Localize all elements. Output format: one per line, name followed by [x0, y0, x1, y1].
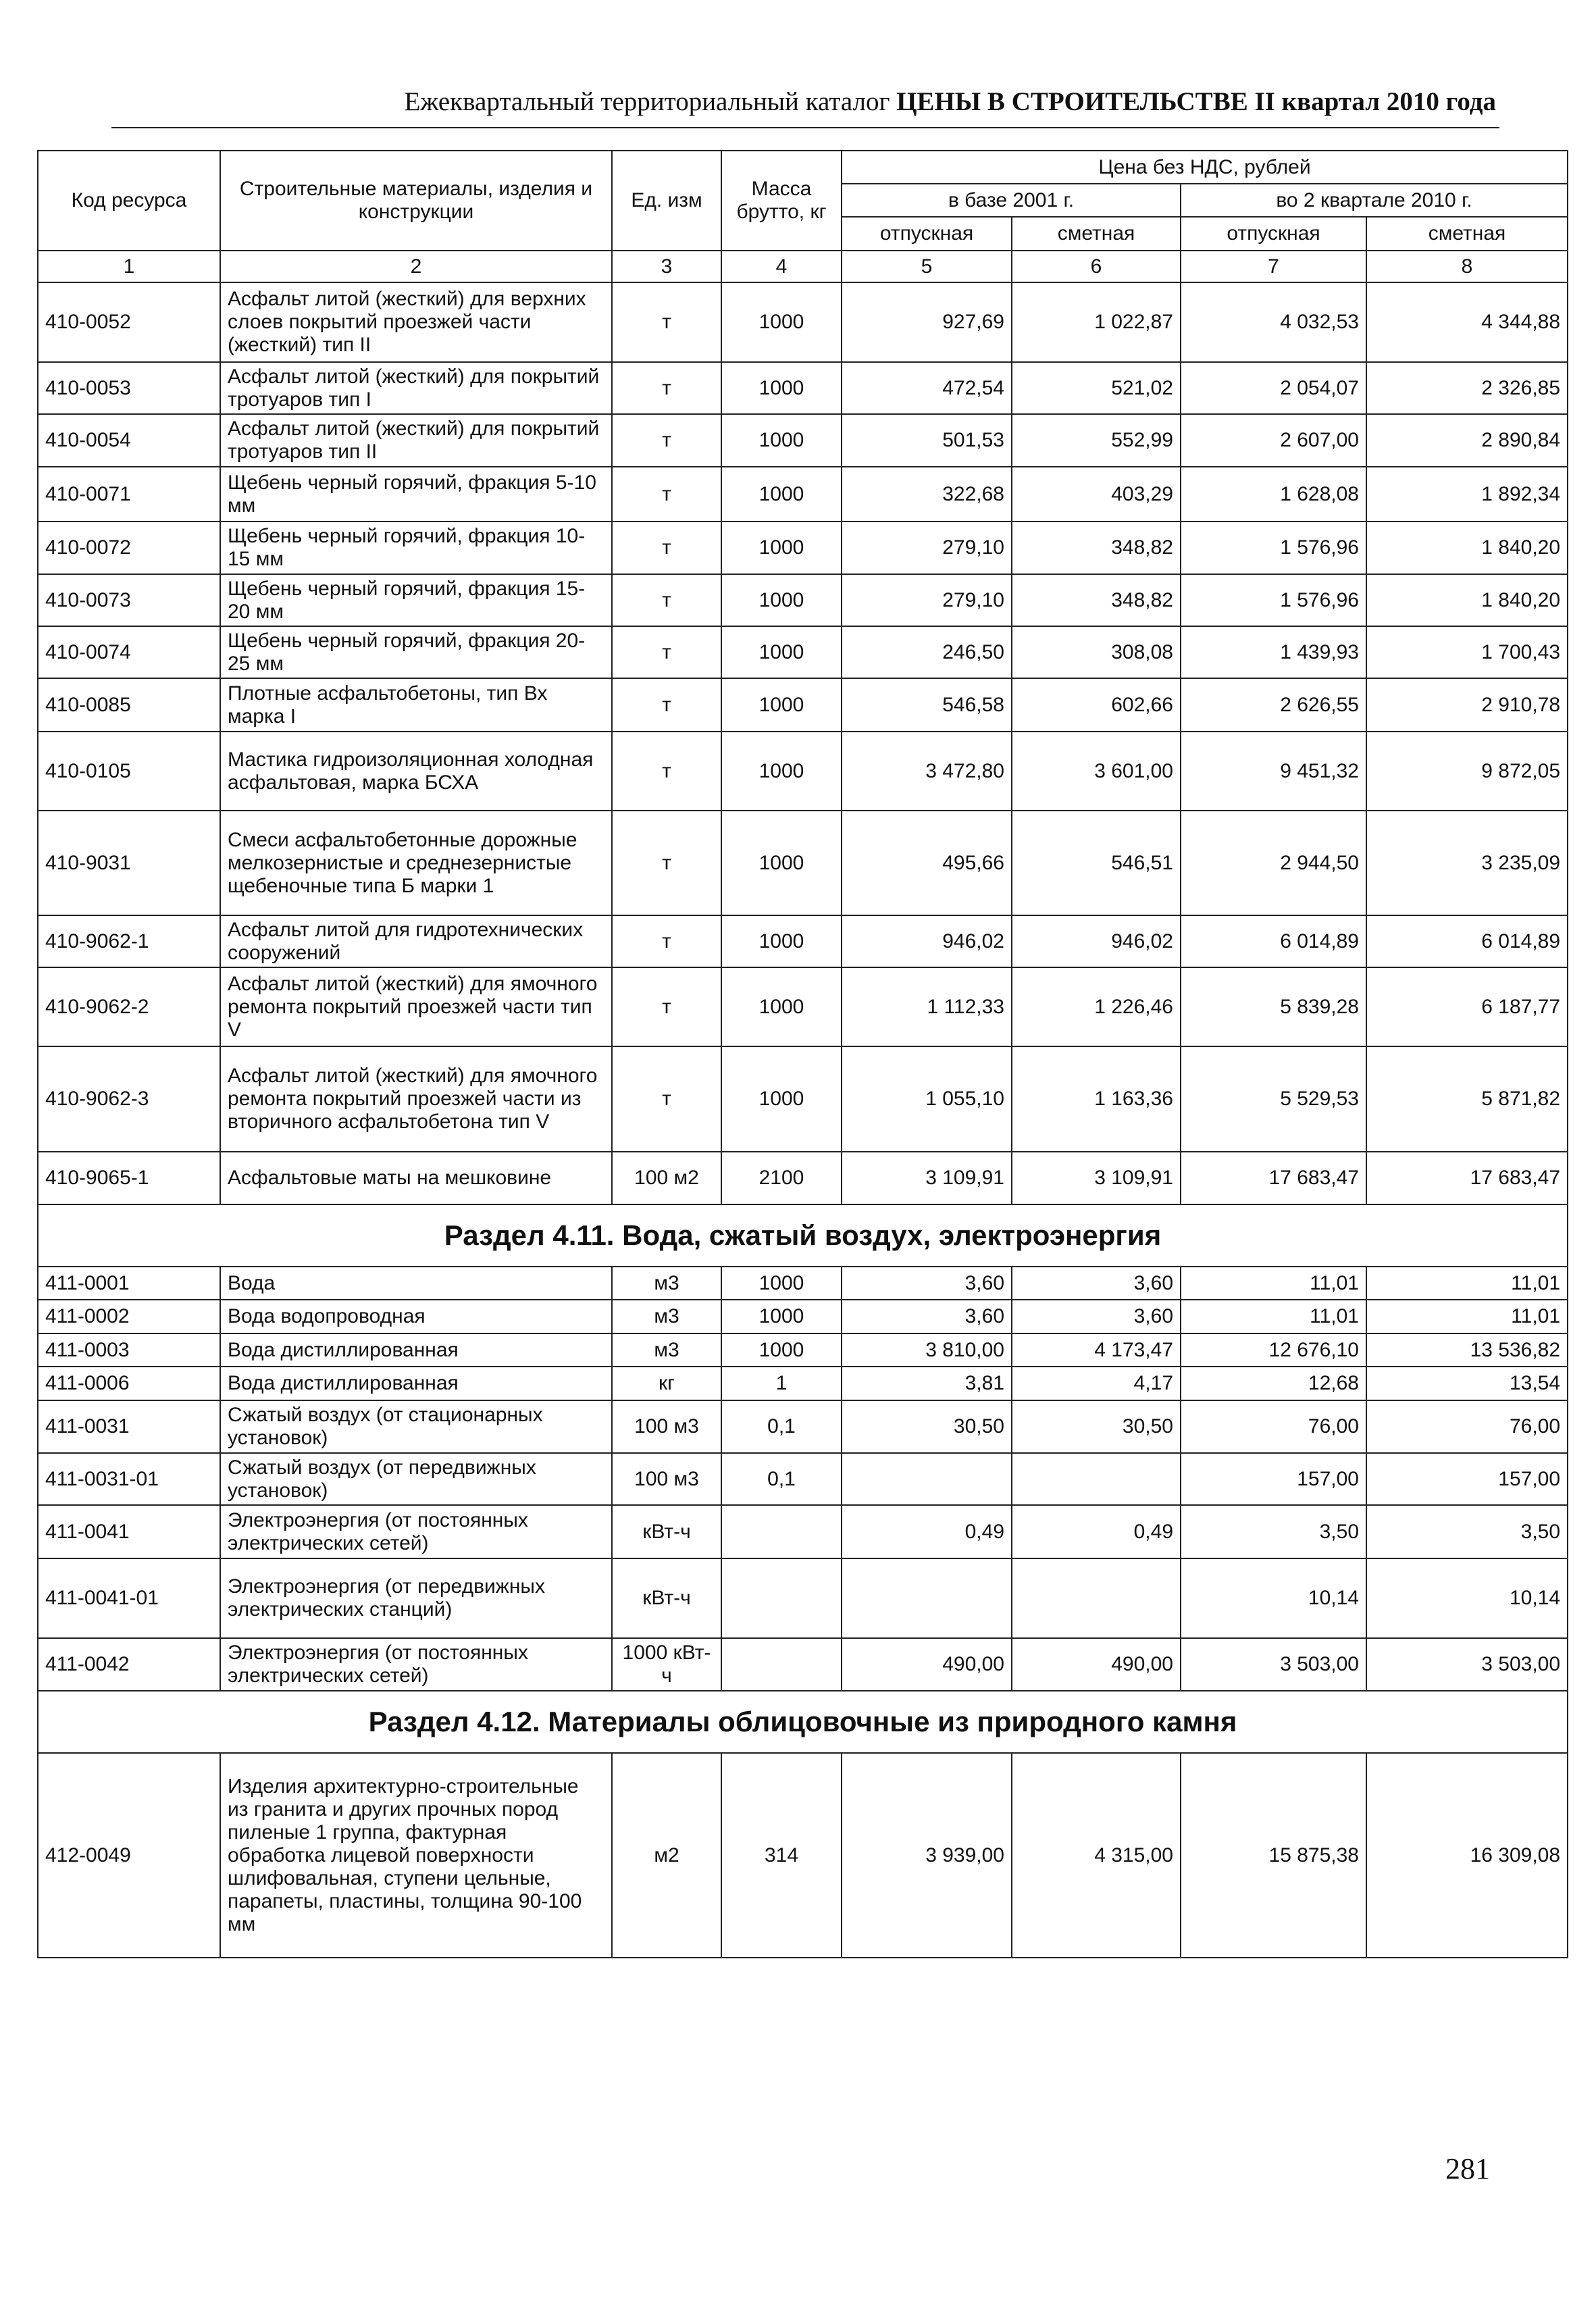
- mass-cell: 1000: [721, 362, 842, 414]
- resource-code: 411-0041-01: [38, 1558, 220, 1638]
- release-price-base: 3 939,00: [842, 1753, 1012, 1958]
- release-price-current: 3 503,00: [1181, 1638, 1366, 1691]
- estimate-price-current: 6 187,77: [1366, 967, 1568, 1046]
- unit-cell: м2: [612, 1753, 721, 1958]
- header-estimate-price-current: сметная: [1366, 217, 1568, 251]
- material-name: Асфальтовые маты на мешковине: [220, 1152, 612, 1204]
- estimate-price-current: 6 014,89: [1366, 915, 1568, 967]
- resource-code: 410-0085: [38, 678, 220, 732]
- resource-code: 410-9062-1: [38, 915, 220, 967]
- estimate-price-base: 4,17: [1012, 1367, 1181, 1400]
- release-price-current: 10,14: [1181, 1558, 1366, 1638]
- table-row: [38, 811, 1568, 915]
- unit-cell: м3: [612, 1300, 721, 1333]
- mass-cell: 1000: [721, 626, 842, 678]
- column-index-cell: 1: [38, 251, 220, 282]
- catalog-title: ЦЕНЫ В СТРОИТЕЛЬСТВЕ: [896, 87, 1248, 116]
- section-title: Раздел 4.12. Материалы облицовочные из природного камня: [38, 1691, 1568, 1753]
- resource-code: 410-0073: [38, 574, 220, 626]
- header-estimate-price-base: сметная: [1012, 217, 1181, 251]
- resource-code: 410-0074: [38, 626, 220, 678]
- section-header-4-11: [38, 1204, 1568, 1267]
- estimate-price-current: 11,01: [1366, 1300, 1568, 1333]
- estimate-price-current: 1 840,20: [1366, 574, 1568, 626]
- catalog-period: II квартал 2010 года: [1254, 87, 1496, 116]
- estimate-price-current: 1 700,43: [1366, 626, 1568, 678]
- release-price-current: 1 576,96: [1181, 521, 1366, 574]
- material-name: Электроэнергия (от передвижных электрических станций): [220, 1558, 612, 1638]
- material-name: Вода: [220, 1267, 612, 1300]
- estimate-price-current: 1 892,34: [1366, 467, 1568, 521]
- unit-cell: т: [612, 414, 721, 467]
- release-price-base: [842, 1558, 1012, 1638]
- material-name: Электроэнергия (от постоянных электрических сетей): [220, 1505, 612, 1558]
- section-title: Раздел 4.11. Вода, сжатый воздух, электроэнергия: [38, 1204, 1568, 1267]
- estimate-price-current: 17 683,47: [1366, 1152, 1568, 1204]
- estimate-price-base: 30,50: [1012, 1400, 1181, 1453]
- release-price-current: 5 529,53: [1181, 1046, 1366, 1152]
- release-price-base: 495,66: [842, 811, 1012, 915]
- resource-code: 410-9031: [38, 811, 220, 915]
- mass-cell: 1000: [721, 414, 842, 467]
- resource-code: 410-0053: [38, 362, 220, 414]
- unit-cell: т: [612, 521, 721, 574]
- mass-cell: 1000: [721, 915, 842, 967]
- resource-code: 410-0105: [38, 732, 220, 811]
- estimate-price-current: 76,00: [1366, 1400, 1568, 1453]
- release-price-current: 9 451,32: [1181, 732, 1366, 811]
- table-row: [38, 915, 1568, 967]
- table-row: [38, 1333, 1568, 1367]
- column-index-cell: 7: [1181, 251, 1366, 282]
- resource-code: 410-0071: [38, 467, 220, 521]
- resource-code: 411-0003: [38, 1333, 220, 1367]
- release-price-current: 12,68: [1181, 1367, 1366, 1400]
- release-price-base: 279,10: [842, 574, 1012, 626]
- table-row: [38, 1152, 1568, 1204]
- header-code: Код ресурса: [38, 151, 220, 251]
- release-price-base: 279,10: [842, 521, 1012, 574]
- column-index-cell: 6: [1012, 251, 1181, 282]
- release-price-base: 927,69: [842, 282, 1012, 362]
- resource-code: 412-0049: [38, 1753, 220, 1958]
- column-index-cell: 2: [220, 251, 612, 282]
- resource-code: 411-0031: [38, 1400, 220, 1453]
- table-body: [38, 251, 1568, 1958]
- estimate-price-current: 3,50: [1366, 1505, 1568, 1558]
- release-price-current: 3,50: [1181, 1505, 1366, 1558]
- table-row: [38, 967, 1568, 1046]
- release-price-current: 2 944,50: [1181, 811, 1366, 915]
- release-price-current: 1 439,93: [1181, 626, 1366, 678]
- table-row: [38, 678, 1568, 732]
- material-name: Асфальт литой для гидротехнических сооружений: [220, 915, 612, 967]
- release-price-base: 3 109,91: [842, 1152, 1012, 1204]
- table-row: [38, 521, 1568, 574]
- estimate-price-current: 2 326,85: [1366, 362, 1568, 414]
- release-price-base: 946,02: [842, 915, 1012, 967]
- release-price-base: 3 472,80: [842, 732, 1012, 811]
- resource-code: 410-0072: [38, 521, 220, 574]
- unit-cell: т: [612, 732, 721, 811]
- mass-cell: 1000: [721, 1267, 842, 1300]
- unit-cell: т: [612, 467, 721, 521]
- release-price-current: 12 676,10: [1181, 1333, 1366, 1367]
- material-name: Асфальт литой (жесткий) для покрытий тротуаров тип II: [220, 414, 612, 467]
- mass-cell: 0,1: [721, 1400, 842, 1453]
- unit-cell: т: [612, 574, 721, 626]
- resource-code: 411-0042: [38, 1638, 220, 1691]
- price-table: [37, 150, 1568, 1958]
- unit-cell: 1000 кВт-ч: [612, 1638, 721, 1691]
- resource-code: 410-9062-2: [38, 967, 220, 1046]
- release-price-current: 17 683,47: [1181, 1152, 1366, 1204]
- mass-cell: 314: [721, 1753, 842, 1958]
- release-price-current: 15 875,38: [1181, 1753, 1366, 1958]
- estimate-price-current: 3 235,09: [1366, 811, 1568, 915]
- mass-cell: 1000: [721, 1046, 842, 1152]
- estimate-price-current: 13,54: [1366, 1367, 1568, 1400]
- release-price-current: 4 032,53: [1181, 282, 1366, 362]
- header-q2-2010: во 2 квартале 2010 г.: [1181, 184, 1568, 217]
- estimate-price-base: 308,08: [1012, 626, 1181, 678]
- estimate-price-current: 2 910,78: [1366, 678, 1568, 732]
- estimate-price-base: 3 601,00: [1012, 732, 1181, 811]
- catalog-name: Ежеквартальный территориальный каталог: [404, 87, 890, 116]
- estimate-price-base: 3 109,91: [1012, 1152, 1181, 1204]
- estimate-price-base: 521,02: [1012, 362, 1181, 414]
- material-name: Щебень черный горячий, фракция 10-15 мм: [220, 521, 612, 574]
- estimate-price-base: [1012, 1453, 1181, 1505]
- estimate-price-base: 3,60: [1012, 1267, 1181, 1300]
- release-price-current: 6 014,89: [1181, 915, 1366, 967]
- page-header: [111, 86, 1499, 128]
- release-price-base: 30,50: [842, 1400, 1012, 1453]
- header-price: Цена без НДС, рублей: [842, 151, 1568, 184]
- release-price-current: 5 839,28: [1181, 967, 1366, 1046]
- column-index-cell: 8: [1366, 251, 1568, 282]
- estimate-price-current: 4 344,88: [1366, 282, 1568, 362]
- unit-cell: м3: [612, 1267, 721, 1300]
- unit-cell: 100 м2: [612, 1152, 721, 1204]
- resource-code: 411-0002: [38, 1300, 220, 1333]
- header-base-2001: в базе 2001 г.: [842, 184, 1181, 217]
- table-row: [38, 282, 1568, 362]
- estimate-price-base: 1 226,46: [1012, 967, 1181, 1046]
- resource-code: 411-0001: [38, 1267, 220, 1300]
- estimate-price-current: 2 890,84: [1366, 414, 1568, 467]
- unit-cell: 100 м3: [612, 1453, 721, 1505]
- estimate-price-base: 0,49: [1012, 1505, 1181, 1558]
- resource-code: 410-0054: [38, 414, 220, 467]
- header-unit: Ед. изм: [612, 151, 721, 251]
- material-name: Щебень черный горячий, фракция 20-25 мм: [220, 626, 612, 678]
- estimate-price-base: 602,66: [1012, 678, 1181, 732]
- estimate-price-current: 16 309,08: [1366, 1753, 1568, 1958]
- estimate-price-current: 1 840,20: [1366, 521, 1568, 574]
- estimate-price-current: 13 536,82: [1366, 1333, 1568, 1367]
- material-name: Плотные асфальтобетоны, тип Вх марка I: [220, 678, 612, 732]
- release-price-base: 3,81: [842, 1367, 1012, 1400]
- release-price-base: 3,60: [842, 1300, 1012, 1333]
- release-price-base: 3,60: [842, 1267, 1012, 1300]
- mass-cell: 1000: [721, 574, 842, 626]
- release-price-base: 0,49: [842, 1505, 1012, 1558]
- release-price-current: 2 607,00: [1181, 414, 1366, 467]
- material-name: Сжатый воздух (от передвижных установок): [220, 1453, 612, 1505]
- release-price-base: 1 055,10: [842, 1046, 1012, 1152]
- material-name: Асфальт литой (жесткий) для ямочного ремонта покрытий проезжей части тип V: [220, 967, 612, 1046]
- release-price-base: 472,54: [842, 362, 1012, 414]
- estimate-price-current: 157,00: [1366, 1453, 1568, 1505]
- unit-cell: кВт-ч: [612, 1505, 721, 1558]
- estimate-price-base: 348,82: [1012, 521, 1181, 574]
- estimate-price-current: 10,14: [1366, 1558, 1568, 1638]
- unit-cell: т: [612, 915, 721, 967]
- release-price-current: 2 626,55: [1181, 678, 1366, 732]
- unit-cell: 100 м3: [612, 1400, 721, 1453]
- release-price-current: 76,00: [1181, 1400, 1366, 1453]
- header-mass: Масса брутто, кг: [721, 151, 842, 251]
- mass-cell: 1000: [721, 282, 842, 362]
- estimate-price-base: 1 022,87: [1012, 282, 1181, 362]
- release-price-base: 1 112,33: [842, 967, 1012, 1046]
- header-release-price-base: отпускная: [842, 217, 1012, 251]
- estimate-price-current: 5 871,82: [1366, 1046, 1568, 1152]
- release-price-base: 322,68: [842, 467, 1012, 521]
- table-row: [38, 574, 1568, 626]
- release-price-current: 1 628,08: [1181, 467, 1366, 521]
- estimate-price-base: 552,99: [1012, 414, 1181, 467]
- estimate-price-base: 546,51: [1012, 811, 1181, 915]
- unit-cell: т: [612, 282, 721, 362]
- release-price-base: 246,50: [842, 626, 1012, 678]
- table-row: [38, 467, 1568, 521]
- unit-cell: кг: [612, 1367, 721, 1400]
- material-name: Изделия архитектурно-строительные из гранита и других прочных пород пиленые 1 группа, фактурная обработка лицевой поверхности шлифовальная, ступени цельные, парапеты, пластины, толщина 90-100 мм: [220, 1753, 612, 1958]
- unit-cell: т: [612, 626, 721, 678]
- mass-cell: 1: [721, 1367, 842, 1400]
- table-row: [38, 1453, 1568, 1505]
- table-row: [38, 626, 1568, 678]
- resource-code: 410-0052: [38, 282, 220, 362]
- column-index-cell: 4: [721, 251, 842, 282]
- resource-code: 411-0041: [38, 1505, 220, 1558]
- table-row: [38, 1558, 1568, 1638]
- mass-cell: 0,1: [721, 1453, 842, 1505]
- table-row: [38, 1505, 1568, 1558]
- estimate-price-base: 1 163,36: [1012, 1046, 1181, 1152]
- mass-cell: [721, 1558, 842, 1638]
- mass-cell: 1000: [721, 521, 842, 574]
- material-name: Асфальт литой (жесткий) для ямочного ремонта покрытий проезжей части из вторичного асфальтобетона тип V: [220, 1046, 612, 1152]
- estimate-price-current: 9 872,05: [1366, 732, 1568, 811]
- mass-cell: [721, 1638, 842, 1691]
- material-name: Щебень черный горячий, фракция 5-10 мм: [220, 467, 612, 521]
- estimate-price-base: 348,82: [1012, 574, 1181, 626]
- mass-cell: 1000: [721, 967, 842, 1046]
- release-price-base: 3 810,00: [842, 1333, 1012, 1367]
- material-name: Смеси асфальтобетонные дорожные мелкозернистые и среднезернистые щебеночные типа Б марки 1: [220, 811, 612, 915]
- mass-cell: 1000: [721, 811, 842, 915]
- mass-cell: 1000: [721, 1300, 842, 1333]
- material-name: Вода водопроводная: [220, 1300, 612, 1333]
- table-row: [38, 1300, 1568, 1333]
- table-row: [38, 1267, 1568, 1300]
- estimate-price-base: 4 315,00: [1012, 1753, 1181, 1958]
- header-release-price-current: отпускная: [1181, 217, 1366, 251]
- material-name: Вода дистиллированная: [220, 1367, 612, 1400]
- material-name: Асфальт литой (жесткий) для покрытий тротуаров тип I: [220, 362, 612, 414]
- section-header-4-12: [38, 1691, 1568, 1753]
- release-price-current: 157,00: [1181, 1453, 1366, 1505]
- table-row: [38, 1046, 1568, 1152]
- estimate-price-current: 3 503,00: [1366, 1638, 1568, 1691]
- release-price-current: 11,01: [1181, 1300, 1366, 1333]
- unit-cell: т: [612, 1046, 721, 1152]
- table-row: [38, 362, 1568, 414]
- material-name: Сжатый воздух (от стационарных установок): [220, 1400, 612, 1453]
- column-index-cell: 5: [842, 251, 1012, 282]
- header-name: Строительные материалы, изделия и конструкции: [220, 151, 612, 251]
- resource-code: 411-0006: [38, 1367, 220, 1400]
- material-name: Электроэнергия (от постоянных электрических сетей): [220, 1638, 612, 1691]
- release-price-base: 501,53: [842, 414, 1012, 467]
- estimate-price-current: 11,01: [1366, 1267, 1568, 1300]
- material-name: Мастика гидроизоляционная холодная асфальтовая, марка БСХА: [220, 732, 612, 811]
- estimate-price-base: 946,02: [1012, 915, 1181, 967]
- unit-cell: т: [612, 678, 721, 732]
- unit-cell: т: [612, 362, 721, 414]
- unit-cell: т: [612, 967, 721, 1046]
- resource-code: 410-9065-1: [38, 1152, 220, 1204]
- material-name: Вода дистиллированная: [220, 1333, 612, 1367]
- table-row: [38, 732, 1568, 811]
- unit-cell: т: [612, 811, 721, 915]
- material-name: Щебень черный горячий, фракция 15-20 мм: [220, 574, 612, 626]
- release-price-current: 2 054,07: [1181, 362, 1366, 414]
- column-index-row: [38, 251, 1568, 282]
- table-row: [38, 1638, 1568, 1691]
- resource-code: 411-0031-01: [38, 1453, 220, 1505]
- table-row: [38, 414, 1568, 467]
- release-price-current: 11,01: [1181, 1267, 1366, 1300]
- table-row: [38, 1367, 1568, 1400]
- unit-cell: м3: [612, 1333, 721, 1367]
- mass-cell: [721, 1505, 842, 1558]
- page-number: 281: [1445, 2152, 1490, 2185]
- estimate-price-base: 490,00: [1012, 1638, 1181, 1691]
- estimate-price-base: 4 173,47: [1012, 1333, 1181, 1367]
- release-price-base: 490,00: [842, 1638, 1012, 1691]
- table-row: [38, 1753, 1568, 1958]
- unit-cell: кВт-ч: [612, 1558, 721, 1638]
- mass-cell: 2100: [721, 1152, 842, 1204]
- estimate-price-base: 403,29: [1012, 467, 1181, 521]
- table-header: [38, 151, 1568, 251]
- release-price-base: 546,58: [842, 678, 1012, 732]
- table-row: [38, 1400, 1568, 1453]
- estimate-price-base: [1012, 1558, 1181, 1638]
- release-price-base: [842, 1453, 1012, 1505]
- estimate-price-base: 3,60: [1012, 1300, 1181, 1333]
- mass-cell: 1000: [721, 732, 842, 811]
- mass-cell: 1000: [721, 1333, 842, 1367]
- mass-cell: 1000: [721, 678, 842, 732]
- resource-code: 410-9062-3: [38, 1046, 220, 1152]
- material-name: Асфальт литой (жесткий) для верхних слоев покрытий проезжей части (жесткий) тип II: [220, 282, 612, 362]
- release-price-current: 1 576,96: [1181, 574, 1366, 626]
- mass-cell: 1000: [721, 467, 842, 521]
- column-index-cell: 3: [612, 251, 721, 282]
